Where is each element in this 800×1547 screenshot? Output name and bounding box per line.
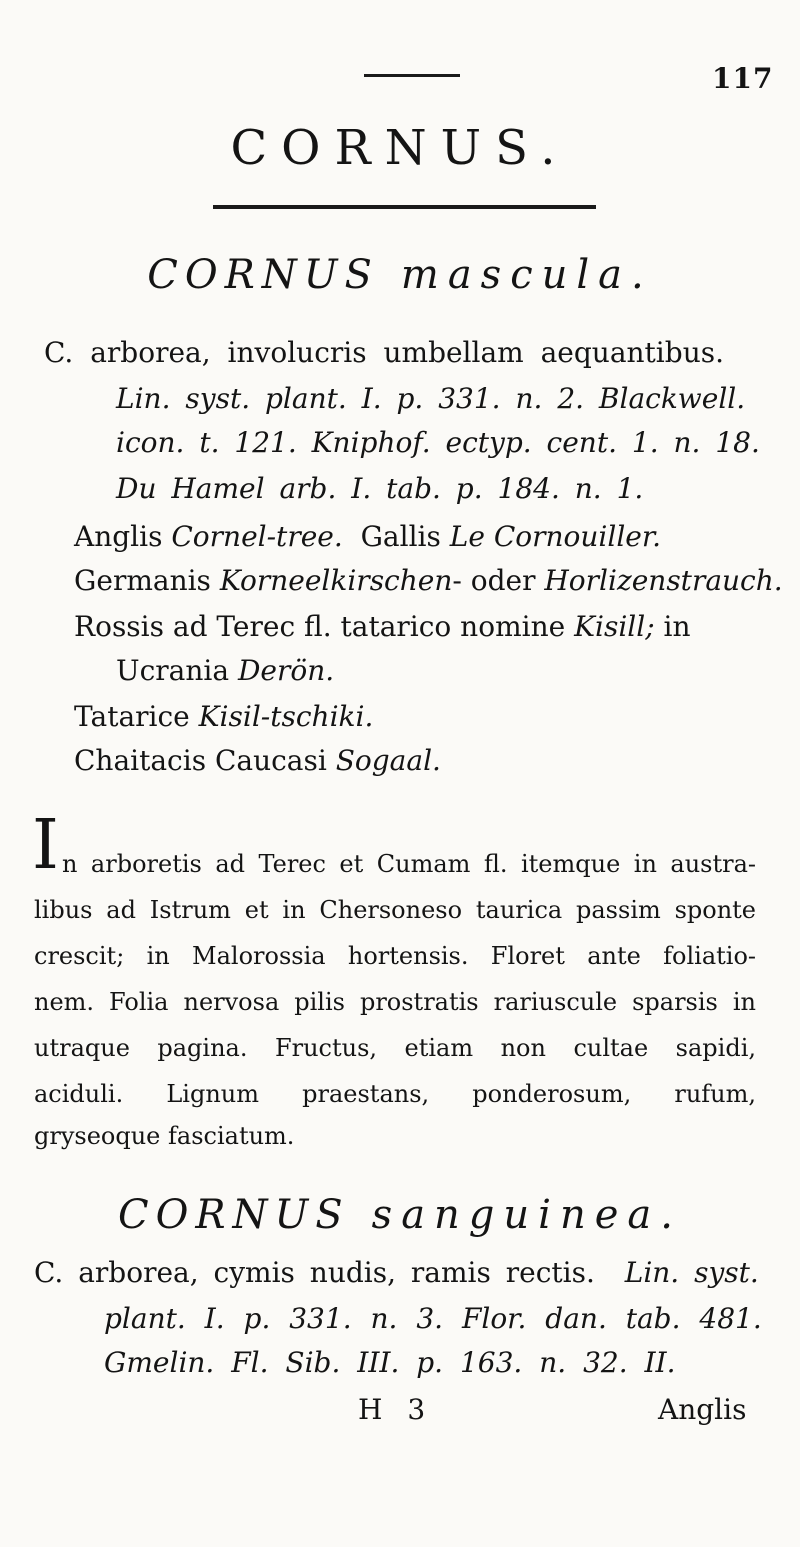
species-heading-sanguinea (0, 1192, 800, 1238)
vernacular-name: Derön. (237, 654, 335, 687)
vernacular-text: in (663, 610, 691, 643)
vernacular-name: Cornel-tree. (171, 520, 343, 553)
vernacular-name: Le Cornouiller. (449, 520, 662, 553)
vernacular-line-germanis (74, 564, 783, 597)
drop-cap: I (32, 806, 59, 885)
reference-line: Gmelin. Fl. Sib. III. p. 163. n. 32. II. (104, 1346, 676, 1379)
vernacular-text: Chaitacis Caucasi (74, 744, 327, 777)
vernacular-name: Horlizenstrauch. (544, 564, 783, 597)
signature-mark: H 3 (358, 1393, 434, 1426)
vernacular-name: Korneelkirschen (219, 564, 453, 597)
reference-line: Du Hamel arb. I. tab. p. 184. n. 1. (116, 472, 644, 505)
reference-line: Lin. syst. plant. I. p. 331. n. 2. Blackwell. (116, 382, 746, 415)
paragraph-line: libus ad Istrum et in Chersoneso taurica passim sponte (34, 896, 756, 924)
language-label: Gallis (360, 520, 441, 553)
vernacular-text: Ucrania (116, 654, 230, 687)
vernacular-line-chaitacis (74, 744, 441, 777)
diagnosis-line (34, 1256, 759, 1289)
species-heading-mascula (0, 252, 800, 298)
conjunction: - oder (452, 564, 536, 597)
vernacular-line-anglis (74, 520, 661, 553)
vernacular-name: Sogaal. (335, 744, 441, 777)
vernacular-name: Kisil-tschiki. (198, 700, 374, 733)
diagnosis-line: C. arborea, involucris umbellam aequantibus. (44, 336, 724, 369)
vernacular-line-rossis (74, 610, 691, 643)
species-genus: CORNUS (147, 252, 379, 298)
reference-text: Lin. syst. (624, 1256, 759, 1289)
language-label: Germanis (74, 564, 211, 597)
vernacular-name: Kisill; (574, 610, 655, 643)
header-rule (364, 74, 460, 77)
paragraph-line: nem. Folia nervosa pilis prostratis rariuscule sparsis in (34, 988, 756, 1016)
species-genus: CORNUS (118, 1192, 350, 1238)
vernacular-line-ucrania (116, 654, 334, 687)
section-title: CORNUS. (230, 120, 570, 176)
paragraph-line: n arboretis ad Terec et Cumam fl. itemque in austra- (62, 850, 756, 878)
reference-line: plant. I. p. 331. n. 3. Flor. dan. tab. 481. (104, 1302, 762, 1335)
vernacular-line-tatarice (74, 700, 373, 733)
species-epithet: sanguinea. (371, 1192, 682, 1238)
species-epithet: mascula. (400, 252, 653, 298)
paragraph-line: gryseoque fasciatum. (34, 1122, 295, 1150)
paragraph-line: aciduli. Lignum praestans, ponderosum, rufum, (34, 1080, 756, 1108)
catchword: Anglis (658, 1393, 747, 1426)
paragraph-line: utraque pagina. Fructus, etiam non cultae sapidi, (34, 1034, 756, 1062)
diagnosis-text: C. arborea, cymis nudis, ramis rectis. (34, 1256, 595, 1289)
paragraph-line: crescit; in Malorossia hortensis. Floret ante foliatio- (34, 942, 756, 970)
reference-line: icon. t. 121. Kniphof. ectyp. cent. 1. n. 18. (116, 426, 760, 459)
page-number: 117 (712, 62, 774, 95)
vernacular-text: Tatarice (74, 700, 190, 733)
title-rule (213, 205, 596, 209)
vernacular-text: Rossis ad Terec fl. tatarico nomine (74, 610, 566, 643)
language-label: Anglis (74, 520, 163, 553)
